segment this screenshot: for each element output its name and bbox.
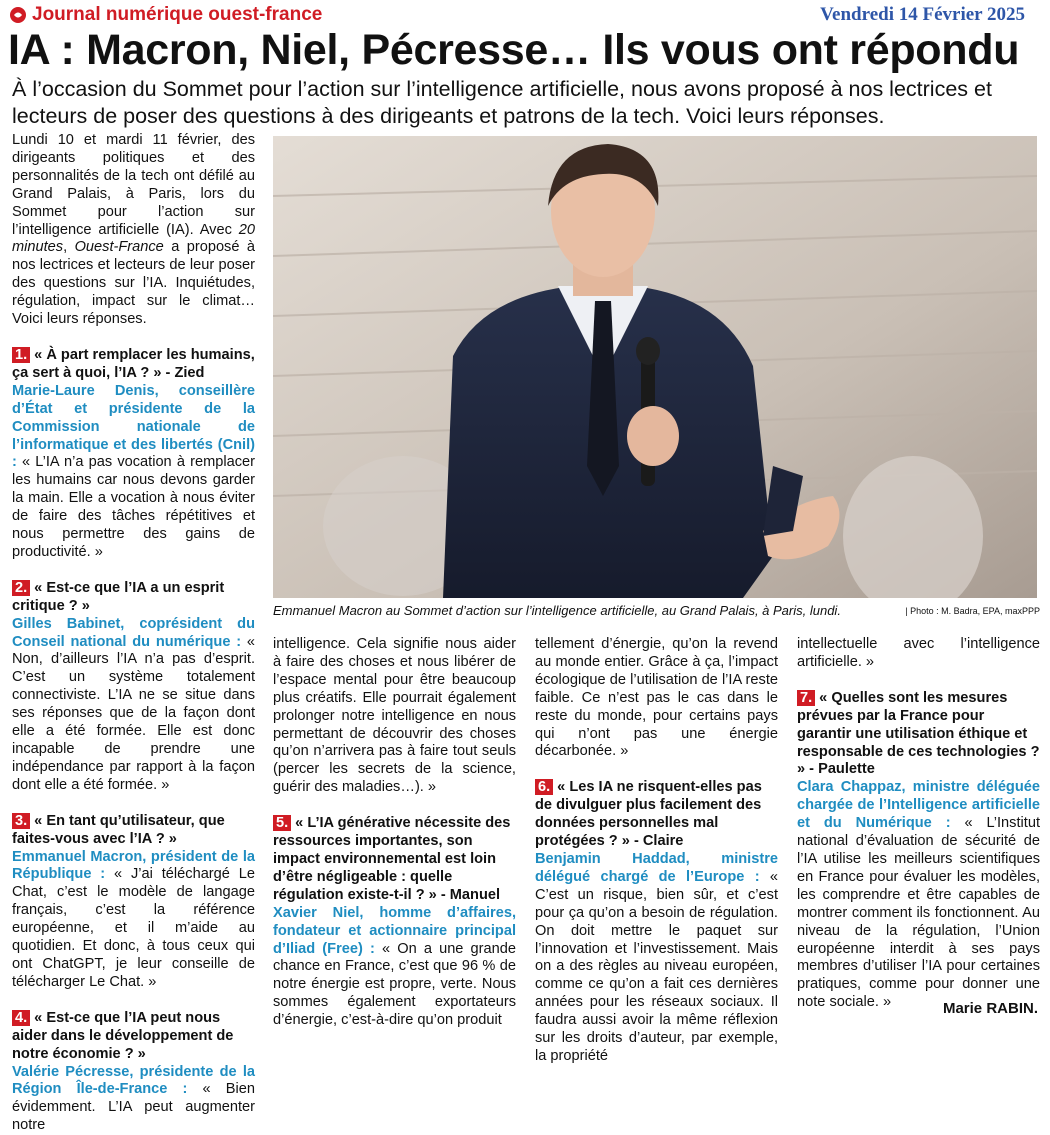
answer-6: Benjamin Haddad, ministre délégué chargé de l’Europe : « C’est un risque, bien sûr, et c’est pour ça qu’on a besoin de régulation. On doit mettre le paquet sur l’innovation et l’investissement. Mais on a des règles au niveau européen, comme ce qu’on a fait ces dernières années pour les réseaux sociaux. Il faudra aussi avoir la même réflexion sur les droits d’auteur, par exemple, la propriété bbox=[535, 851, 778, 1066]
intro-paragraph: Lundi 10 et mardi 11 février, des dirigeants politiques et des personnalités de la tech ont défilé au Grand Palais, à Paris, lors du Sommet pour l’action sur l’intelligence artificielle (IA). Avec 20 minutes, Ouest-France a proposé à nos lectrices et lecteurs de leur poser des questions sur l’IA. Inquiétudes, régulation, impact sur le climat… Voici leurs réponses. bbox=[12, 132, 255, 329]
answer-5-continued: tellement d’énergie, qu’on la revend au monde entier. Grâce à ça, l’impact écologique de l’utilisation de l’IA reste faible. Ce n’est pas le cas dans le reste du monde, pour certains pays qui n’ont pas une énergie décarbonée. » bbox=[535, 636, 778, 761]
answer-4: Valérie Pécresse, présidente de la Région Île-de-France : « Bien évidemment. L’IA peut augmenter notre bbox=[12, 1064, 255, 1135]
question-1: 1. « À part remplacer les humains, ça sert à quoi, l’IA ? » - Zied bbox=[12, 347, 255, 383]
answer-4-continued: intelligence. Cela signifie nous aider à faire des choses et nous libérer de l’espace mental pour être beaucoup plus créatifs. Elle pourrait également prolonger notre intelligence en nous permettant de découvrir des choses qu’on n’arrivera pas à faire tout seuls (percer les secrets de la science, guérir des maladies…). » bbox=[273, 636, 516, 797]
answer-3: Emmanuel Macron, président de la République : « J’ai téléchargé Le Chat, c’est le modèle de langage français, c’est la référence européenne, et il m’aide au quotidien. Et donc, à tous ceux qui ont ChatGPT, je leur conseille de télécharger Le Chat. » bbox=[12, 849, 255, 992]
macron-photo bbox=[273, 136, 1037, 598]
question-number: 7. bbox=[797, 690, 815, 706]
answer-1: Marie-Laure Denis, conseillère d’État et présidente de la Commission nationale de l’informatique et des libertés (Cnil) : « L’IA n’a pas vocation à remplacer les humains car nous devons garder la main. Elle a vocation à nous éviter de faire des tâches répétitives et nous permettre des gains de productivité. » bbox=[12, 383, 255, 562]
ouest-france-logo-icon bbox=[10, 7, 26, 23]
question-number: 2. bbox=[12, 580, 30, 596]
respondent: Marie-Laure Denis, conseillère d’État et présidente de la Commission nationale de l’informatique et des libertés (Cnil) : bbox=[12, 383, 255, 471]
headline: IA : Macron, Niel, Pécresse… Ils vous ont répondu bbox=[8, 26, 1048, 75]
answer-7: Clara Chappaz, ministre déléguée chargée de l’Intelligence artificielle et du Numérique : « L’Institut national d’évaluation de sécurité de l’IA utilise les meilleurs scientifiques en France pour évaluer les modèles, les comprendre et être capables de montrer comment ils fonctionnent. Au niveau de la régulation, l’Union européenne interdit à ses pays membres d’utiliser l’IA pour certaines pratiques, comme pour donner une note sociale. » bbox=[797, 779, 1040, 1012]
photo-credit: | Photo : M. Badra, EPA, maxPPP bbox=[900, 606, 1040, 616]
brand-name: Journal numérique ouest-france bbox=[32, 4, 322, 26]
column-1 bbox=[12, 132, 255, 1135]
column-3 bbox=[535, 636, 778, 1066]
respondent: Gilles Babinet, coprésident du Conseil national du numérique : bbox=[12, 616, 255, 650]
question-number: 6. bbox=[535, 779, 553, 795]
lede: À l’occasion du Sommet pour l’action sur l’intelligence artificielle, nous avons proposé à nos lectrices et lecteurs de poser des questions à des dirigeants et patrons de la tech. Voici leurs réponses. bbox=[12, 76, 1032, 130]
respondent: Emmanuel Macron, président de la République : bbox=[12, 849, 255, 883]
column-4 bbox=[797, 636, 1040, 1012]
question-number: 4. bbox=[12, 1010, 30, 1026]
answer-6-continued: intellectuelle avec l’intelligence artificielle. » bbox=[797, 636, 1040, 672]
question-2: 2. « Est-ce que l’IA a un esprit critique ? » bbox=[12, 580, 255, 616]
author-signature: Marie RABIN. bbox=[920, 1000, 1038, 1017]
respondent: Clara Chappaz, ministre déléguée chargée de l’Intelligence artificielle et du Numérique : bbox=[797, 779, 1040, 831]
question-5: 5. « L’IA générative nécessite des ressources importantes, son impact environnemental est loin d’être négligeable : quelle régulation existe-t-il ? » - Manuel bbox=[273, 815, 516, 905]
question-number: 3. bbox=[12, 813, 30, 829]
question-7: 7. « Quelles sont les mesures prévues par la France pour garantir une utilisation éthique et responsable de ces technologies ? » - Paulette bbox=[797, 690, 1040, 780]
question-4: 4. « Est-ce que l’IA peut nous aider dans le développement de notre économie ? » bbox=[12, 1010, 255, 1064]
question-6: 6. « Les IA ne risquent-elles pas de divulguer plus facilement des données personnelles mal protégées ? » - Claire bbox=[535, 779, 778, 851]
brand-line bbox=[10, 4, 322, 26]
respondent: Benjamin Haddad, ministre délégué chargé de l’Europe : bbox=[535, 851, 778, 885]
publication-date: Vendredi 14 Février 2025 bbox=[795, 4, 1025, 26]
answer-2: Gilles Babinet, coprésident du Conseil national du numérique : « Non, d’ailleurs l’IA n’a pas d’esprit. C’est un système totalement connectiviste. L’IA ne se situe dans ses réponses que de la façon dont elle a été formée. Elle est donc incapable de prendre une indépendance par rapport à la façon dont elle a été formée. » bbox=[12, 616, 255, 795]
photo-illustration bbox=[273, 136, 1037, 598]
question-3: 3. « En tant qu’utilisateur, que faites-vous avec l’IA ? » bbox=[12, 813, 255, 849]
respondent: Xavier Niel, homme d’affaires, fondateur et actionnaire principal d’Iliad (Free) : bbox=[273, 905, 516, 957]
question-number: 1. bbox=[12, 347, 30, 363]
respondent: Valérie Pécresse, présidente de la Région Île-de-France : bbox=[12, 1064, 255, 1098]
photo-caption: Emmanuel Macron au Sommet d’action sur l’intelligence artificielle, au Grand Palais, à Paris, lundi. bbox=[273, 603, 873, 618]
column-2 bbox=[273, 636, 516, 1030]
answer-5: Xavier Niel, homme d’affaires, fondateur et actionnaire principal d’Iliad (Free) : « On a une grande chance en France, c’est que 96 % de notre énergie est propre, verte. Nous sommes également exportateurs d’énergie, c’est-à-dire qu’on produit bbox=[273, 905, 516, 1030]
question-number: 5. bbox=[273, 815, 291, 831]
